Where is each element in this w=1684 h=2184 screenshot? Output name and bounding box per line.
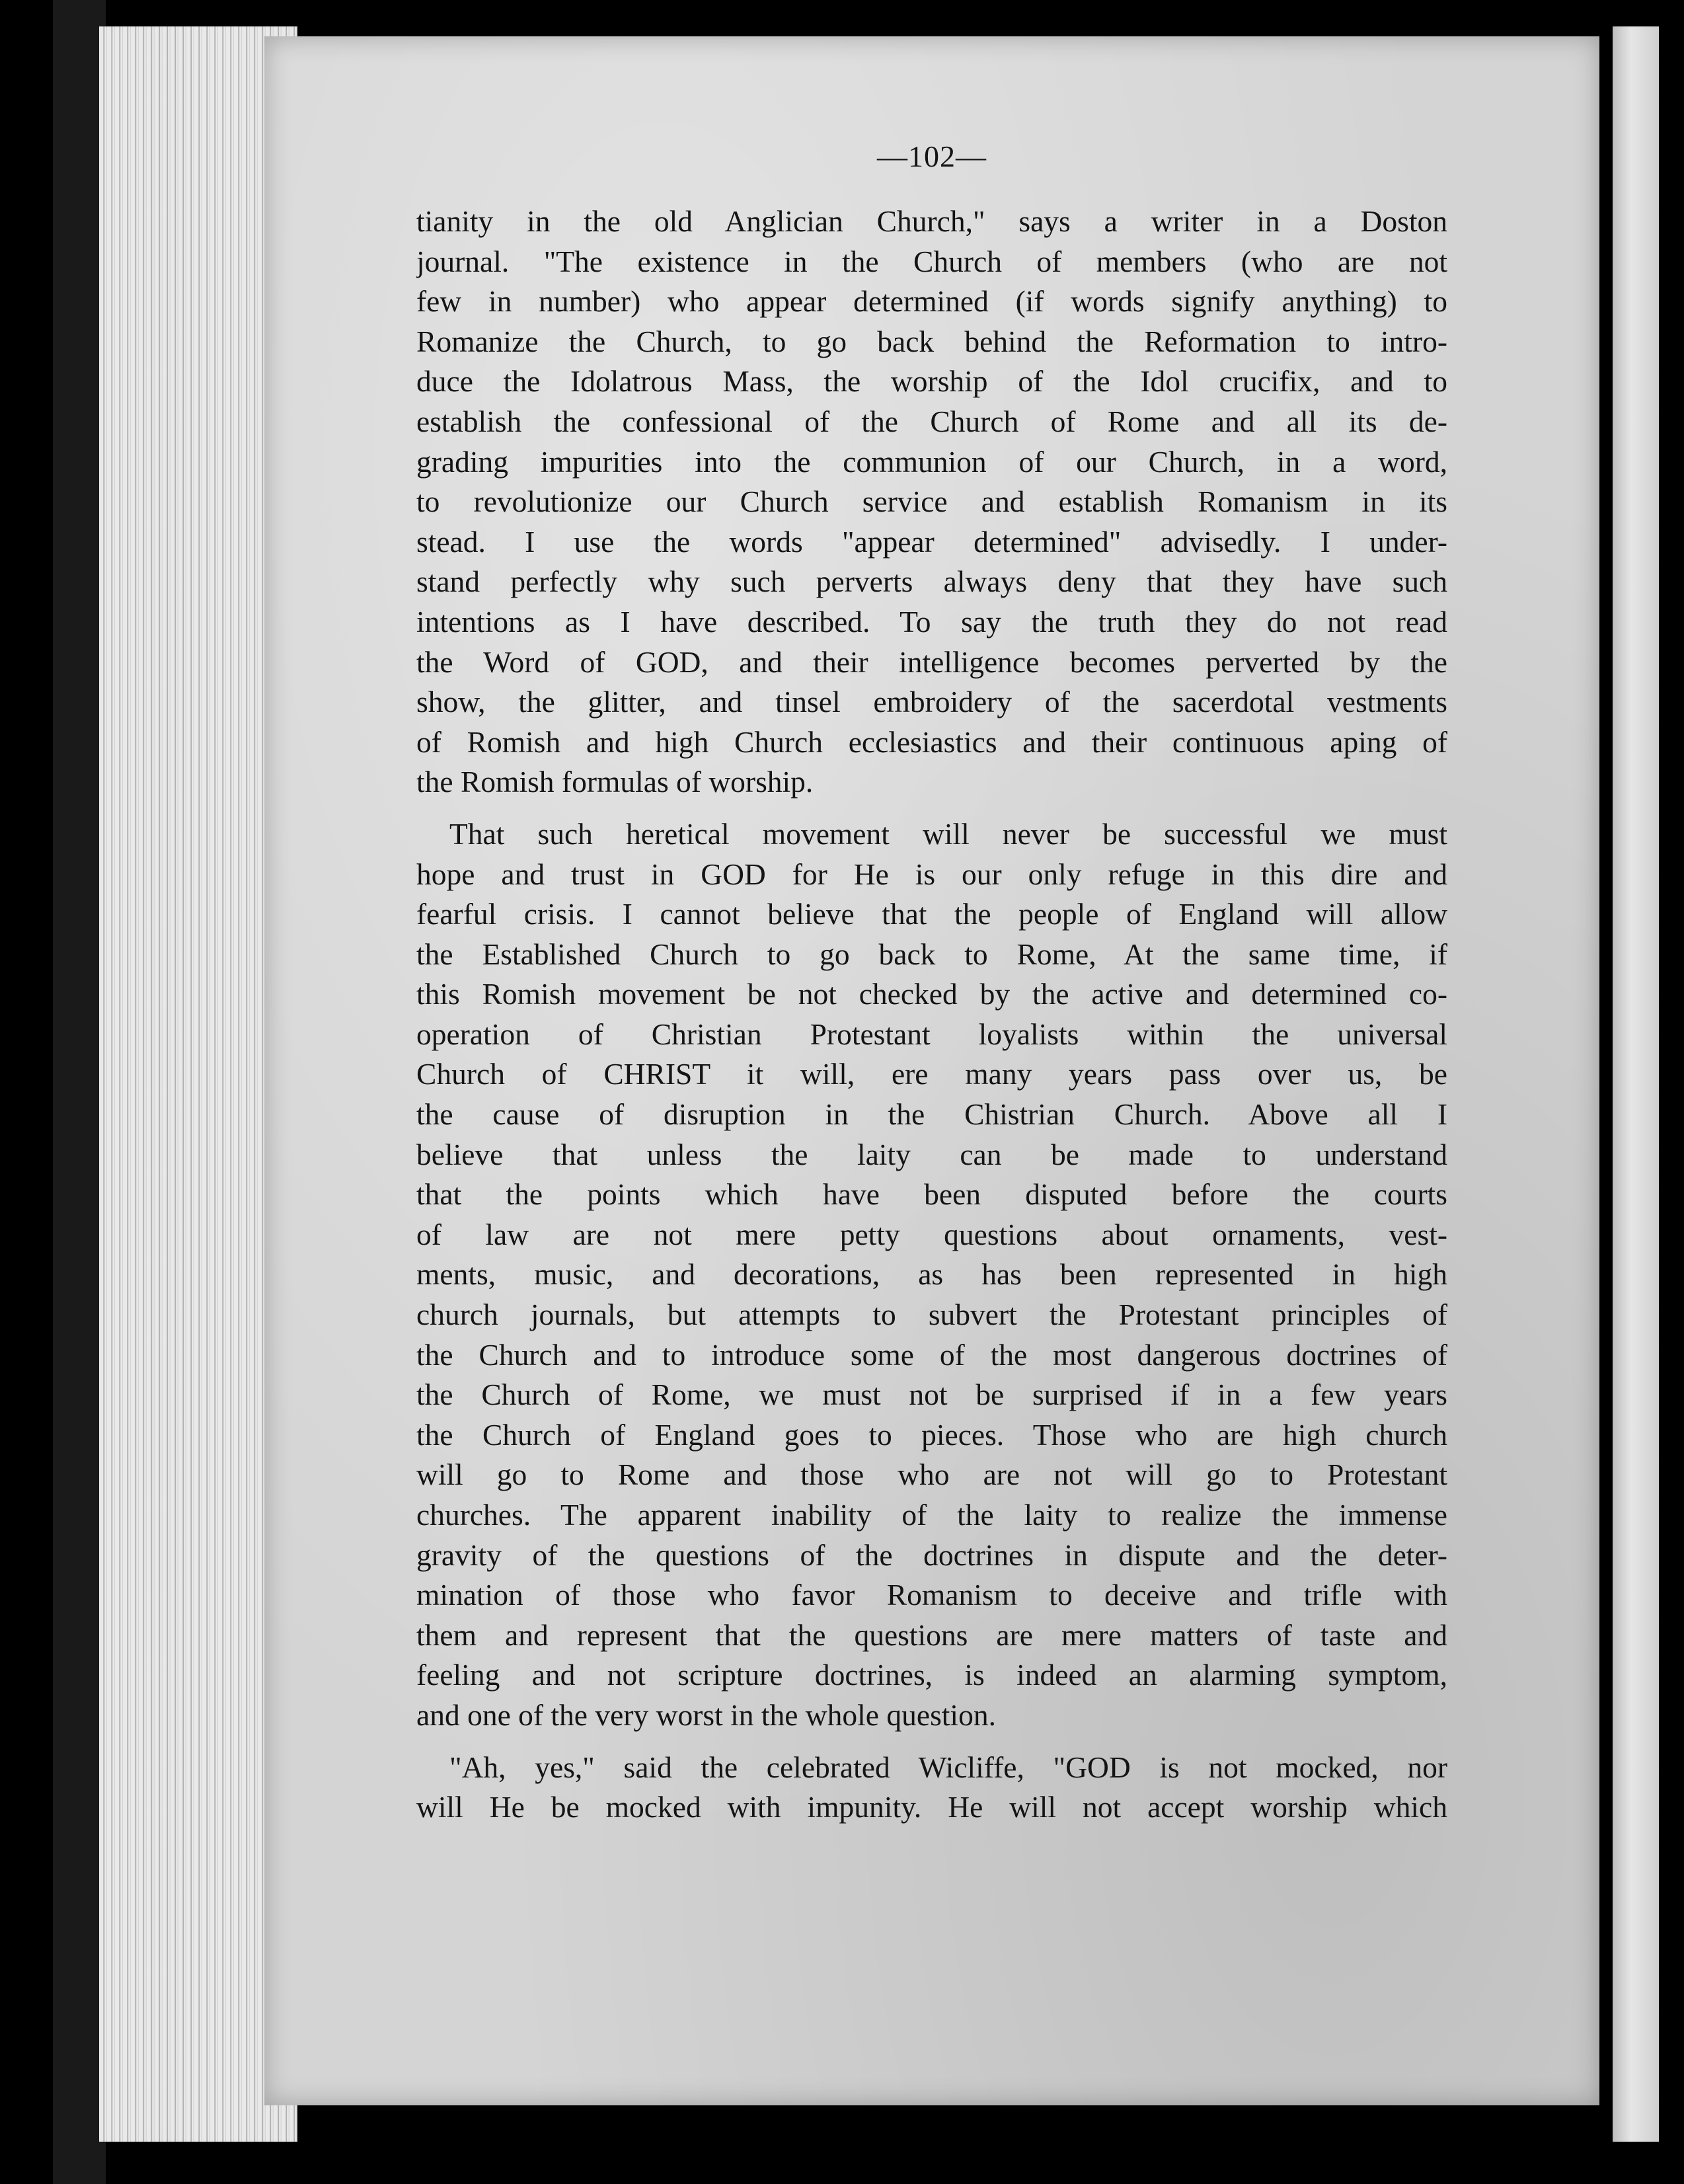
text-line: stead. I use the words "appear determined" advisedly. I under-	[416, 524, 1447, 559]
book-page	[264, 36, 1599, 2105]
text-line: that the points which have been disputed before the courts	[416, 1177, 1447, 1212]
text-line: hope and trust in GOD for He is our only refuge in this dire and	[416, 857, 1447, 891]
text-line: will go to Rome and those who are not will go to Protestant	[416, 1458, 1447, 1492]
paragraph-gap	[416, 1736, 1447, 1748]
text-line: will He be mocked with impunity. He will not accept worship which	[416, 1790, 1447, 1824]
text-line: churches. The apparent inability of the laity to realize the immense	[416, 1498, 1447, 1532]
text-line: Romanize the Church, to go back behind the Reformation to intro-	[416, 324, 1447, 358]
text-line: mination of those who favor Romanism to deceive and trifle with	[416, 1578, 1447, 1612]
text-line: gravity of the questions of the doctrines in dispute and the deter-	[416, 1538, 1447, 1572]
text-line: intentions as I have described. To say the truth they do not read	[416, 604, 1447, 639]
text-line: this Romish movement be not checked by the active and determined co-	[416, 977, 1447, 1011]
text-line: the cause of disruption in the Chistrian Church. Above all I	[416, 1097, 1447, 1132]
text-line: the Established Church to go back to Rome, At the same time, if	[416, 937, 1447, 971]
text-line: of Romish and high Church ecclesiastics and their continuous aping of	[416, 724, 1447, 759]
facing-page-edge	[1613, 26, 1659, 2142]
text-line: fearful crisis. I cannot believe that the people of England will allow	[416, 897, 1447, 931]
page-number: —102—	[877, 139, 987, 173]
text-line: the Church and to introduce some of the most dangerous doctrines of	[416, 1337, 1447, 1372]
paragraph-gap	[416, 802, 1447, 814]
text-line: church journals, but attempts to subvert the Protestant principles of	[416, 1298, 1447, 1332]
text-line: stand perfectly why such perverts always deny that they have such	[416, 565, 1447, 599]
book-binding-shadow	[53, 0, 106, 2184]
text-line: the Romish formulas of worship.	[416, 765, 814, 799]
body-text	[416, 202, 1447, 1828]
text-line: few in number) who appear determined (if words signify anything) to	[416, 284, 1447, 319]
text-line: journal. "The existence in the Church of members (who are not	[416, 244, 1447, 278]
text-line: duce the Idolatrous Mass, the worship of the Idol crucifix, and to	[416, 364, 1447, 399]
text-line: feeling and not scripture doctrines, is indeed an alarming symptom,	[416, 1658, 1447, 1692]
text-line: to revolutionize our Church service and establish Romanism in its	[416, 485, 1447, 519]
text-line: the Church of England goes to pieces. Those who are high church	[416, 1417, 1447, 1452]
text-line: and one of the very worst in the whole question.	[416, 1697, 996, 1732]
text-line: of law are not mere petty questions about ornaments, vest-	[416, 1217, 1447, 1251]
text-line: ments, music, and decorations, as has been represented in high	[416, 1257, 1447, 1292]
text-line: "Ah, yes," said the celebrated Wicliffe, "GOD is not mocked, nor	[449, 1750, 1447, 1784]
text-line: establish the confessional of the Church of Rome and all its de-	[416, 404, 1447, 438]
text-line: them and represent that the questions are mere matters of taste and	[416, 1618, 1447, 1652]
text-line: operation of Christian Protestant loyalists within the universal	[416, 1017, 1447, 1051]
text-line: believe that unless the laity can be made to understand	[416, 1137, 1447, 1171]
text-line: Church of CHRIST it will, ere many years pass over us, be	[416, 1057, 1447, 1091]
text-line: grading impurities into the communion of our Church, in a word,	[416, 444, 1447, 479]
text-line: That such heretical movement will never be successful we must	[449, 816, 1447, 851]
text-line: show, the glitter, and tinsel embroidery of the sacerdotal vestments	[416, 685, 1447, 719]
text-line: the Word of GOD, and their intelligence becomes perverted by the	[416, 644, 1447, 679]
text-line: tianity in the old Anglician Church," says a writer in a Doston	[416, 204, 1447, 238]
text-line: the Church of Rome, we must not be surprised if in a few years	[416, 1378, 1447, 1412]
